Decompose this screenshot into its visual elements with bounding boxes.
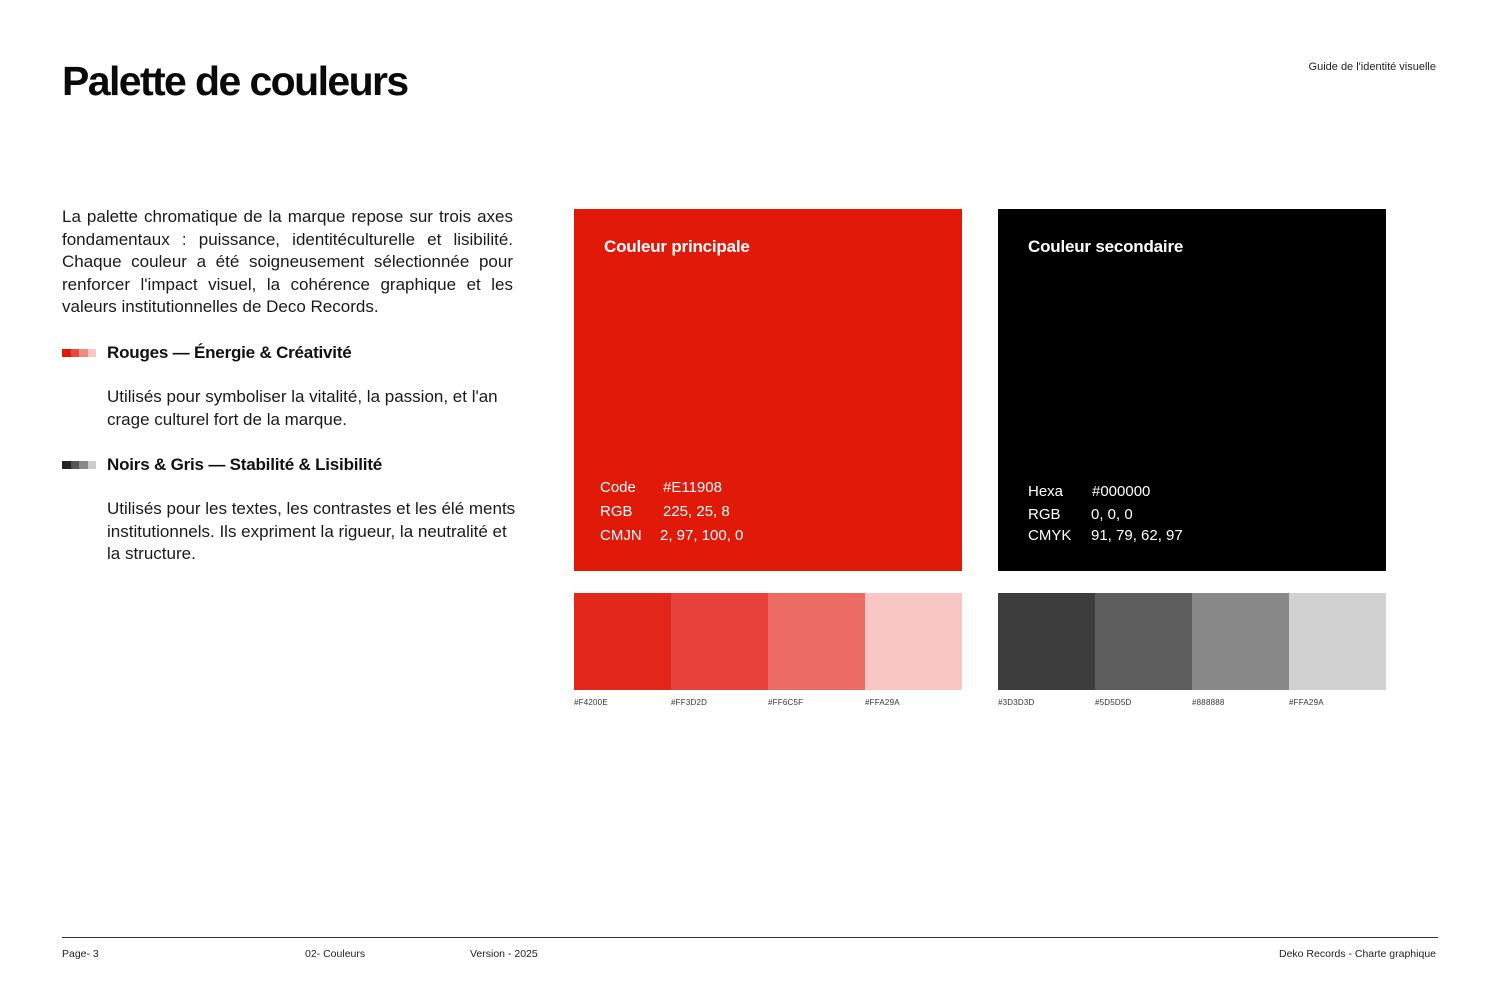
spec-value: 225, 25, 8	[663, 503, 730, 520]
footer-section: 02- Couleurs	[305, 948, 366, 960]
spec-value: #000000	[1092, 483, 1151, 500]
footer-page-number: Page- 3	[62, 948, 99, 960]
reds-group-description: Utilisés pour symboliser la vitalité, la passion, et l'an crage culturel fort de la marque.	[107, 387, 498, 429]
tint-label: #FFA29A	[865, 698, 900, 707]
spec-value: 91, 79, 62, 97	[1091, 527, 1183, 544]
intro-paragraph: La palette chromatique de la marque repose sur trois axes fondamentaux : puissance, identitéculturelle et lisibilité. Chaque couleur a été soigneusement sélectionnée pour renforcer l'impact visuel, la cohérence graphique et les valeurs institutionnelles de Deco Records.	[62, 207, 513, 316]
footer-divider	[62, 937, 1438, 938]
secondary-tint-labels	[998, 698, 1386, 707]
tint-swatch	[998, 593, 1095, 690]
tint-swatch	[574, 593, 671, 690]
spec-key: RGB	[600, 503, 633, 520]
spec-key: CMJN	[600, 527, 642, 544]
tint-label: #3D3D3D	[998, 698, 1035, 707]
tint-swatch	[1192, 593, 1289, 690]
strip-swatch	[79, 349, 88, 357]
tint-label: #888888	[1192, 698, 1225, 707]
spec-key: Code	[600, 479, 636, 496]
secondary-color-card	[998, 209, 1386, 571]
footer-version: Version - 2025	[470, 948, 538, 960]
reds-swatch-strip	[62, 349, 96, 357]
spec-value: #E11908	[663, 479, 722, 496]
strip-swatch	[62, 461, 71, 469]
greys-group-heading	[62, 455, 382, 475]
strip-swatch	[71, 461, 80, 469]
strip-swatch	[79, 461, 88, 469]
spec-key: RGB	[1028, 506, 1061, 523]
strip-swatch	[88, 461, 97, 469]
tint-label: #FF6C5F	[768, 698, 804, 707]
primary-color-card	[574, 209, 962, 571]
strip-swatch	[88, 349, 97, 357]
tint-label: #FFA29A	[1289, 698, 1324, 707]
greys-group-title: Noirs & Gris — Stabilité & Lisibilité	[107, 455, 383, 474]
reds-group-heading	[62, 343, 352, 363]
primary-tints	[574, 593, 962, 690]
spec-key: CMYK	[1028, 527, 1072, 544]
page-title: Palette de couleurs	[62, 58, 408, 104]
tint-swatch	[865, 593, 962, 690]
reds-group-title: Rouges — Énergie & Créativité	[107, 343, 352, 362]
tint-swatch	[768, 593, 865, 690]
tint-swatch	[1095, 593, 1192, 690]
secondary-card-title: Couleur secondaire	[1028, 237, 1184, 256]
footer-brand: Deko Records - Charte graphique	[1279, 948, 1436, 960]
greys-swatch-strip	[62, 461, 96, 469]
secondary-tints	[998, 593, 1386, 690]
tint-swatch	[671, 593, 768, 690]
strip-swatch	[71, 349, 80, 357]
strip-swatch	[62, 349, 71, 357]
greys-group-description: Utilisés pour les textes, les contrastes et les élé ments institutionnels. Ils expriment la rigueur, la neutralité et la structure.	[107, 499, 516, 563]
tint-swatch	[1289, 593, 1386, 690]
guide-label: Guide de l'identité visuelle	[1308, 61, 1436, 73]
spec-value: 2, 97, 100, 0	[660, 527, 744, 544]
tint-label: #FF3D2D	[671, 698, 708, 707]
primary-card-title: Couleur principale	[604, 237, 750, 256]
spec-key: Hexa	[1028, 483, 1064, 500]
primary-tint-labels	[574, 698, 962, 707]
spec-value: 0, 0, 0	[1091, 506, 1133, 523]
tint-label: #F4200E	[574, 698, 608, 707]
tint-label: #5D5D5D	[1095, 698, 1132, 707]
